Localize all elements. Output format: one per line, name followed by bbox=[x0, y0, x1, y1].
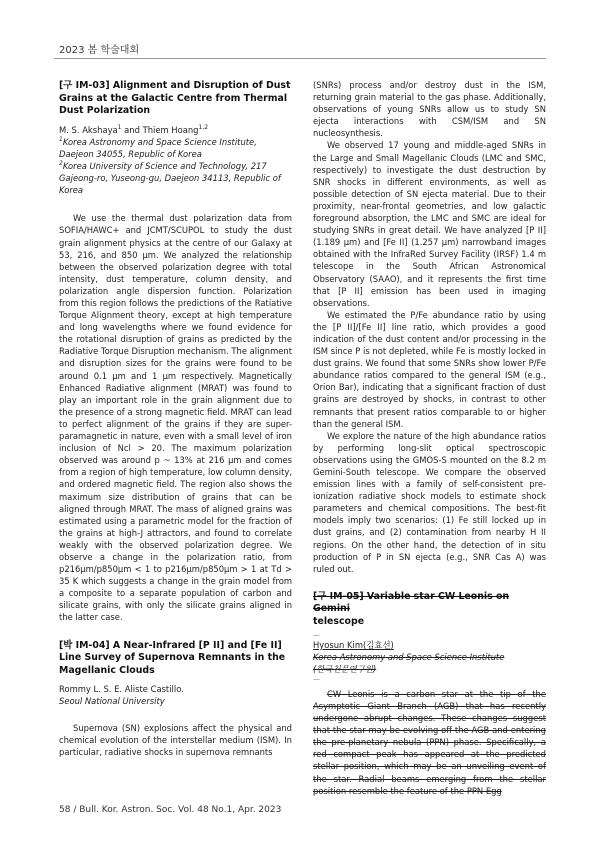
abstract-title-im04: [박 IM-04] A Near-Infrared [P II] and [Fe II] Line Survey of Supernova Remnants in the Magellanic Clouds bbox=[59, 639, 286, 676]
abstract-title-im05 bbox=[313, 591, 546, 629]
aff-sup: 2 bbox=[59, 160, 63, 168]
affiliation-text: Korea University of Science and Technology, 217 Gajeong-ro, Yuseong-gu, Daejeon 34113, Republic of Korea bbox=[59, 161, 281, 196]
authors-im04: Rommy L. S. E. Aliste Castillo. bbox=[59, 684, 184, 695]
separator-dash: — bbox=[313, 630, 320, 639]
spacer bbox=[313, 575, 546, 591]
affiliation-kasi: Korea Astronomy and Space Science Institute bbox=[313, 651, 505, 662]
authors-im05: Hyosun Kim(김효선) bbox=[313, 639, 394, 650]
abstract-body-im04-part5: We explore the nature of the high abundance ratios by performing long-slit optical spectroscopic observations using the GMOS-S mounted on the 8.2 m Gemini-South telescope. We compare the observed emission lines with a family of self-consistent pre-ionization radiative shock models to estimate shock parameters and chemical compositions. The best-fit models imply two scenarios: (1) Fe still locked up in dust grains, and (2) contamination from nearby H II regions. On the other hand, the detection of in situ production of P in SN ejecta (e.g., SNR Cas A) was ruled out. bbox=[313, 430, 546, 574]
abstract-body-im04-part1: Supernova (SN) explosions affect the physical and chemical evolution of the interstellar medium (ISM). In particular, radiative shocks in supernova remnants bbox=[59, 722, 292, 757]
spacer bbox=[59, 196, 292, 212]
page-header: 2023 봄 학술대회 bbox=[59, 45, 140, 56]
abstract-body-im03: We use the thermal dust polarization data from SOFIA/HAWC+ and JCMT/SCUPOL to study the dust grain alignment physics at the centre of our Galaxy at 53, 216, and 850 μm. We analyzed the relationship between the observed polarization degree with total intensity, dust temperature, column density, and polarization angle dispersion function. Polarization from this region follows the predictions of the Ratiative Torque Alignment theory, except at high temperature and long wavelengths where we found evidence for the rotational disruption of grains as predicted by the Radiative Torque Disruption mechanism. The alignment and disruption sizes for the grains were found to be around 0.1 μm and 1 μm respectively. Magnetically Enhanced Radiative alignment (MRAT) was found to play an important role in the grain alignment due to the presence of a strong magnetic field. MRAT can lead to perfect alignment of the grains if they are super-paramagnetic in nature, even with a small level of iron inclusion of Ncl > 20. The maximum polarization observed was around p ~ 13% at 216 μm and comes from a region of high temperature, low column density, and ordered magnetic field. The region also shows the maximum size distribution of grains that can be aligned through MRAT. The mass of aligned grains was estimated using a parametric model for the fraction of the grains at high-J attractors, and found to correlate weakly with the observed polarization degree. We observe a change in the polarization ratio, from p216μm/p850μm < 1 to p216μm/p850μm > 1 at Td > 35 K which suggests a change in the grain model from a composite to a separate population of carbon and silicate grains, with only the silicate grains aligned in the latter case. bbox=[59, 213, 292, 623]
abstract-title-im03: [구 IM-03] Alignment and Disruption of Dust Grains at the Galactic Centre from Thermal Dust Polarization bbox=[59, 80, 291, 117]
affiliation-snu: Seoul National University bbox=[59, 696, 165, 707]
header-rule bbox=[54, 58, 546, 59]
left-column bbox=[59, 80, 292, 758]
abstract-body-im04-part2: (SNRs) process and/or destroy dust in the ISM, returning grain material to the gas phase. Additionally, observations of young SNRs allow us to study SN ejecta interactions with CSM/ISM and SN nucleosynthesis. bbox=[313, 80, 546, 139]
author-sup: 1,2 bbox=[198, 123, 209, 131]
title-struck-part: [구 IM-05] Variable star CW Leonis on Gemini bbox=[313, 590, 510, 615]
author-sup: 1 bbox=[117, 123, 122, 131]
abstract-body-im05: CW Leonis is a carbon star at the tip of the Asymptotic Giant Branch (AGB) that has recently undergone abrupt changes. These changes suggest that the star may be evolving off the AGB and entering the pre-planetary nebula (PPN) phase. Specifically, a red compact peak has appeared at the predicted stellar position, which may be an unveiling event of the star. Radial beams emerging from the stellar position resemble the feature of the PPN Egg bbox=[313, 688, 546, 796]
affiliation-text: Korea Astronomy and Space Science Institute, Daejeon 34055, Republic of Korea bbox=[59, 136, 257, 159]
spacer bbox=[59, 708, 292, 722]
right-column bbox=[313, 79, 546, 797]
separator-dash: — bbox=[313, 674, 320, 683]
aff-sup: 1 bbox=[59, 136, 63, 144]
spacer bbox=[59, 624, 292, 640]
abstract-body-im04-part4: We estimated the P/Fe abundance ratio by using the [P II]/[Fe II] line ratio, which provides a good indication of the dust content and/or processing in the ISM since P is not depleted, while Fe is mostly locked in dust grains. We found that some SNRs show lower P/Fe abundance ratios compared to the general ISM (e.g., Orion Bar), indicating that a significant fraction of dust grains are destroyed by shocks, in contrast to other remnants that present ratios comparable to or higher than the general ISM. bbox=[313, 309, 546, 429]
affiliation-2 bbox=[59, 160, 292, 196]
affiliation-1 bbox=[59, 136, 292, 160]
abstract-body-im04-part3: We observed 17 young and middle-aged SNRs in the Large and Small Magellanic Clouds (LMC and SMC, respectively) to investigate the dust destruction by SNR shocks in different environments, as well as possible detection of SN ejecta material. Due to their proximity, near-frontal geometries, and low galactic foreground absorption, the LMC and SMC are ideal for studying SNRs in great detail. We have analyzed [P II] (1.189 μm) and [Fe II] (1.257 μm) narrowband images obtained with the InfraRed Survey Facility (IRSF) 1.4 m telescope in the South African Astronomical Observatory (SAAO), and it represents the first time that [P II] emission has been used in imaging observations. bbox=[313, 140, 546, 308]
authors-im03 bbox=[59, 124, 292, 136]
page-footer: 58 / Bull. Kor. Astron. Soc. Vol. 48 No.1, Apr. 2023 bbox=[59, 805, 282, 815]
author-hoang: and Thiem Hoang bbox=[121, 124, 199, 135]
title-rest: telescope bbox=[313, 616, 365, 628]
author-akshaya: M. S. Akshaya bbox=[59, 124, 118, 135]
affiliation-kasi-korean: (한국천문연구원) bbox=[313, 663, 377, 674]
